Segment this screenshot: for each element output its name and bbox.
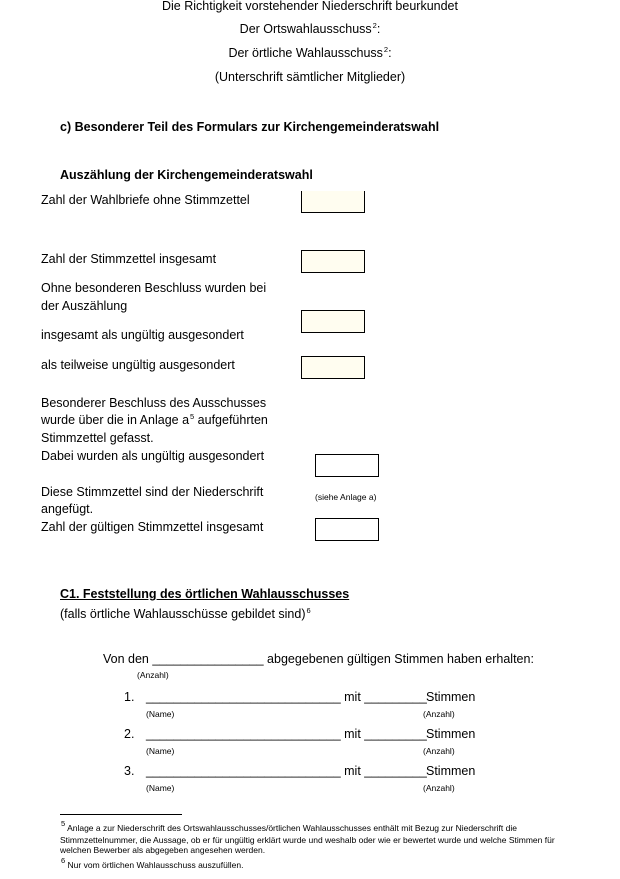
entry-2-stimmen: Stimmen: [426, 727, 476, 741]
footnote-6-mark: 6: [61, 856, 66, 865]
partially-invalid-label: als teilweise ungültig ausgesondert: [41, 358, 235, 372]
no-resolution-label-1: Ohne besonderen Beschluss wurden bei: [41, 281, 267, 295]
footnote-5-mark: 5: [61, 819, 66, 828]
footnote-ref: 2: [372, 21, 377, 30]
ortswahlausschuss-label: [0, 22, 620, 36]
resolution-text-a: wurde über die in Anlage a: [41, 413, 190, 427]
entry-1-name-label: (Name): [146, 709, 175, 719]
ballots-without-papers-field[interactable]: [301, 191, 365, 213]
entry-1-anzahl-label: (Anzahl): [423, 709, 455, 719]
certification-line: Die Richtigkeit vorstehender Niederschrift beurkundet: [162, 0, 458, 13]
anzahl-label: (Anzahl): [137, 670, 169, 680]
attached-label-2: angefügt.: [41, 502, 94, 516]
valid-total-field[interactable]: [315, 518, 379, 541]
section-c1-heading: C1. Feststellung des örtlichen Wahlausschusses: [60, 587, 350, 601]
entry-1-stimmen: Stimmen: [426, 690, 476, 704]
footnote-ref: 6: [306, 606, 311, 615]
total-papers-label: Zahl der Stimmzettel insgesamt: [41, 252, 217, 266]
oertlicher-wahlausschuss-text: Der örtliche Wahlausschuss: [228, 46, 383, 60]
section-c1-subheading: [60, 607, 311, 621]
votes-intro-line: Von den ________________ abgegebenen gültigen Stimmen haben erhalten:: [103, 652, 534, 666]
colon: :: [388, 46, 392, 60]
invalid-total-label: insgesamt als ungültig ausgesondert: [41, 328, 244, 342]
resolution-text-b: aufgeführten: [194, 413, 268, 427]
footnote-5: [60, 819, 580, 856]
see-annex-note: (siehe Anlage a): [315, 492, 377, 502]
signature-note: (Unterschrift sämtlicher Mitglieder): [214, 70, 406, 84]
entry-2-anzahl-label: (Anzahl): [423, 746, 455, 756]
entry-2-name-label: (Name): [146, 746, 175, 756]
ballots-without-papers-label: Zahl der Wahlbriefe ohne Stimmzettel: [41, 193, 250, 207]
resolution-label-1: Besonderer Beschluss des Ausschusses: [41, 396, 267, 410]
footnote-6: [60, 856, 580, 872]
footnote-ref: 2: [383, 45, 389, 54]
resolution-label-3: Stimmzettel gefasst.: [41, 431, 154, 445]
entry-2-number: 2.: [124, 727, 135, 741]
resolution-label-2: [41, 413, 268, 427]
footnote-ref: 5: [190, 412, 195, 421]
separated-invalid-field[interactable]: [315, 454, 379, 477]
ortswahlausschuss-text: Der Ortswahlausschuss: [239, 22, 372, 36]
partially-invalid-field[interactable]: [301, 356, 365, 379]
section-c1-subheading-text: (falls örtliche Wahlausschüsse gebildet sind): [60, 607, 306, 621]
count-heading: Auszählung der Kirchengemeinderatswahl: [60, 168, 313, 182]
invalid-total-field[interactable]: [301, 310, 365, 333]
no-resolution-label-2: der Auszählung: [41, 299, 128, 313]
entry-2-line: ____________________________ mit _________: [146, 727, 427, 741]
section-c-heading: c) Besonderer Teil des Formulars zur Kirchengemeinderatswahl: [60, 120, 440, 134]
entry-3-name-label: (Name): [146, 783, 175, 793]
entry-3-stimmen: Stimmen: [426, 764, 476, 778]
footnote-separator: [60, 814, 182, 815]
entry-3-line: ____________________________ mit _________: [146, 764, 427, 778]
entry-1-number: 1.: [124, 690, 135, 704]
entry-1-line: ____________________________ mit _________: [146, 690, 427, 704]
entry-3-anzahl-label: (Anzahl): [423, 783, 455, 793]
total-papers-field[interactable]: [301, 250, 365, 273]
oertlicher-wahlausschuss-label: [0, 46, 620, 60]
separated-invalid-label: Dabei wurden als ungültig ausgesondert: [41, 449, 265, 463]
footnote-6-text: Nur vom örtlichen Wahlausschuss auszufüllen.: [65, 860, 244, 870]
entry-3-number: 3.: [124, 764, 135, 778]
valid-total-label: Zahl der gültigen Stimmzettel insgesamt: [41, 520, 264, 534]
colon: :: [376, 22, 381, 36]
attached-label-1: Diese Stimmzettel sind der Niederschrift: [41, 485, 264, 499]
footnote-5-text: Anlage a zur Niederschrift des Ortswahlausschusses/örtlichen Wahlausschusses enthält mit Bezug zur Niederschrift die Stimmzettelnummer, die Aussage, ob er für ungültig erklärt wurde und weshalb oder wie er bewertet wurde und welche Stimmen für welchen Bewerber als abgegeben angesehen werden.: [60, 823, 555, 855]
